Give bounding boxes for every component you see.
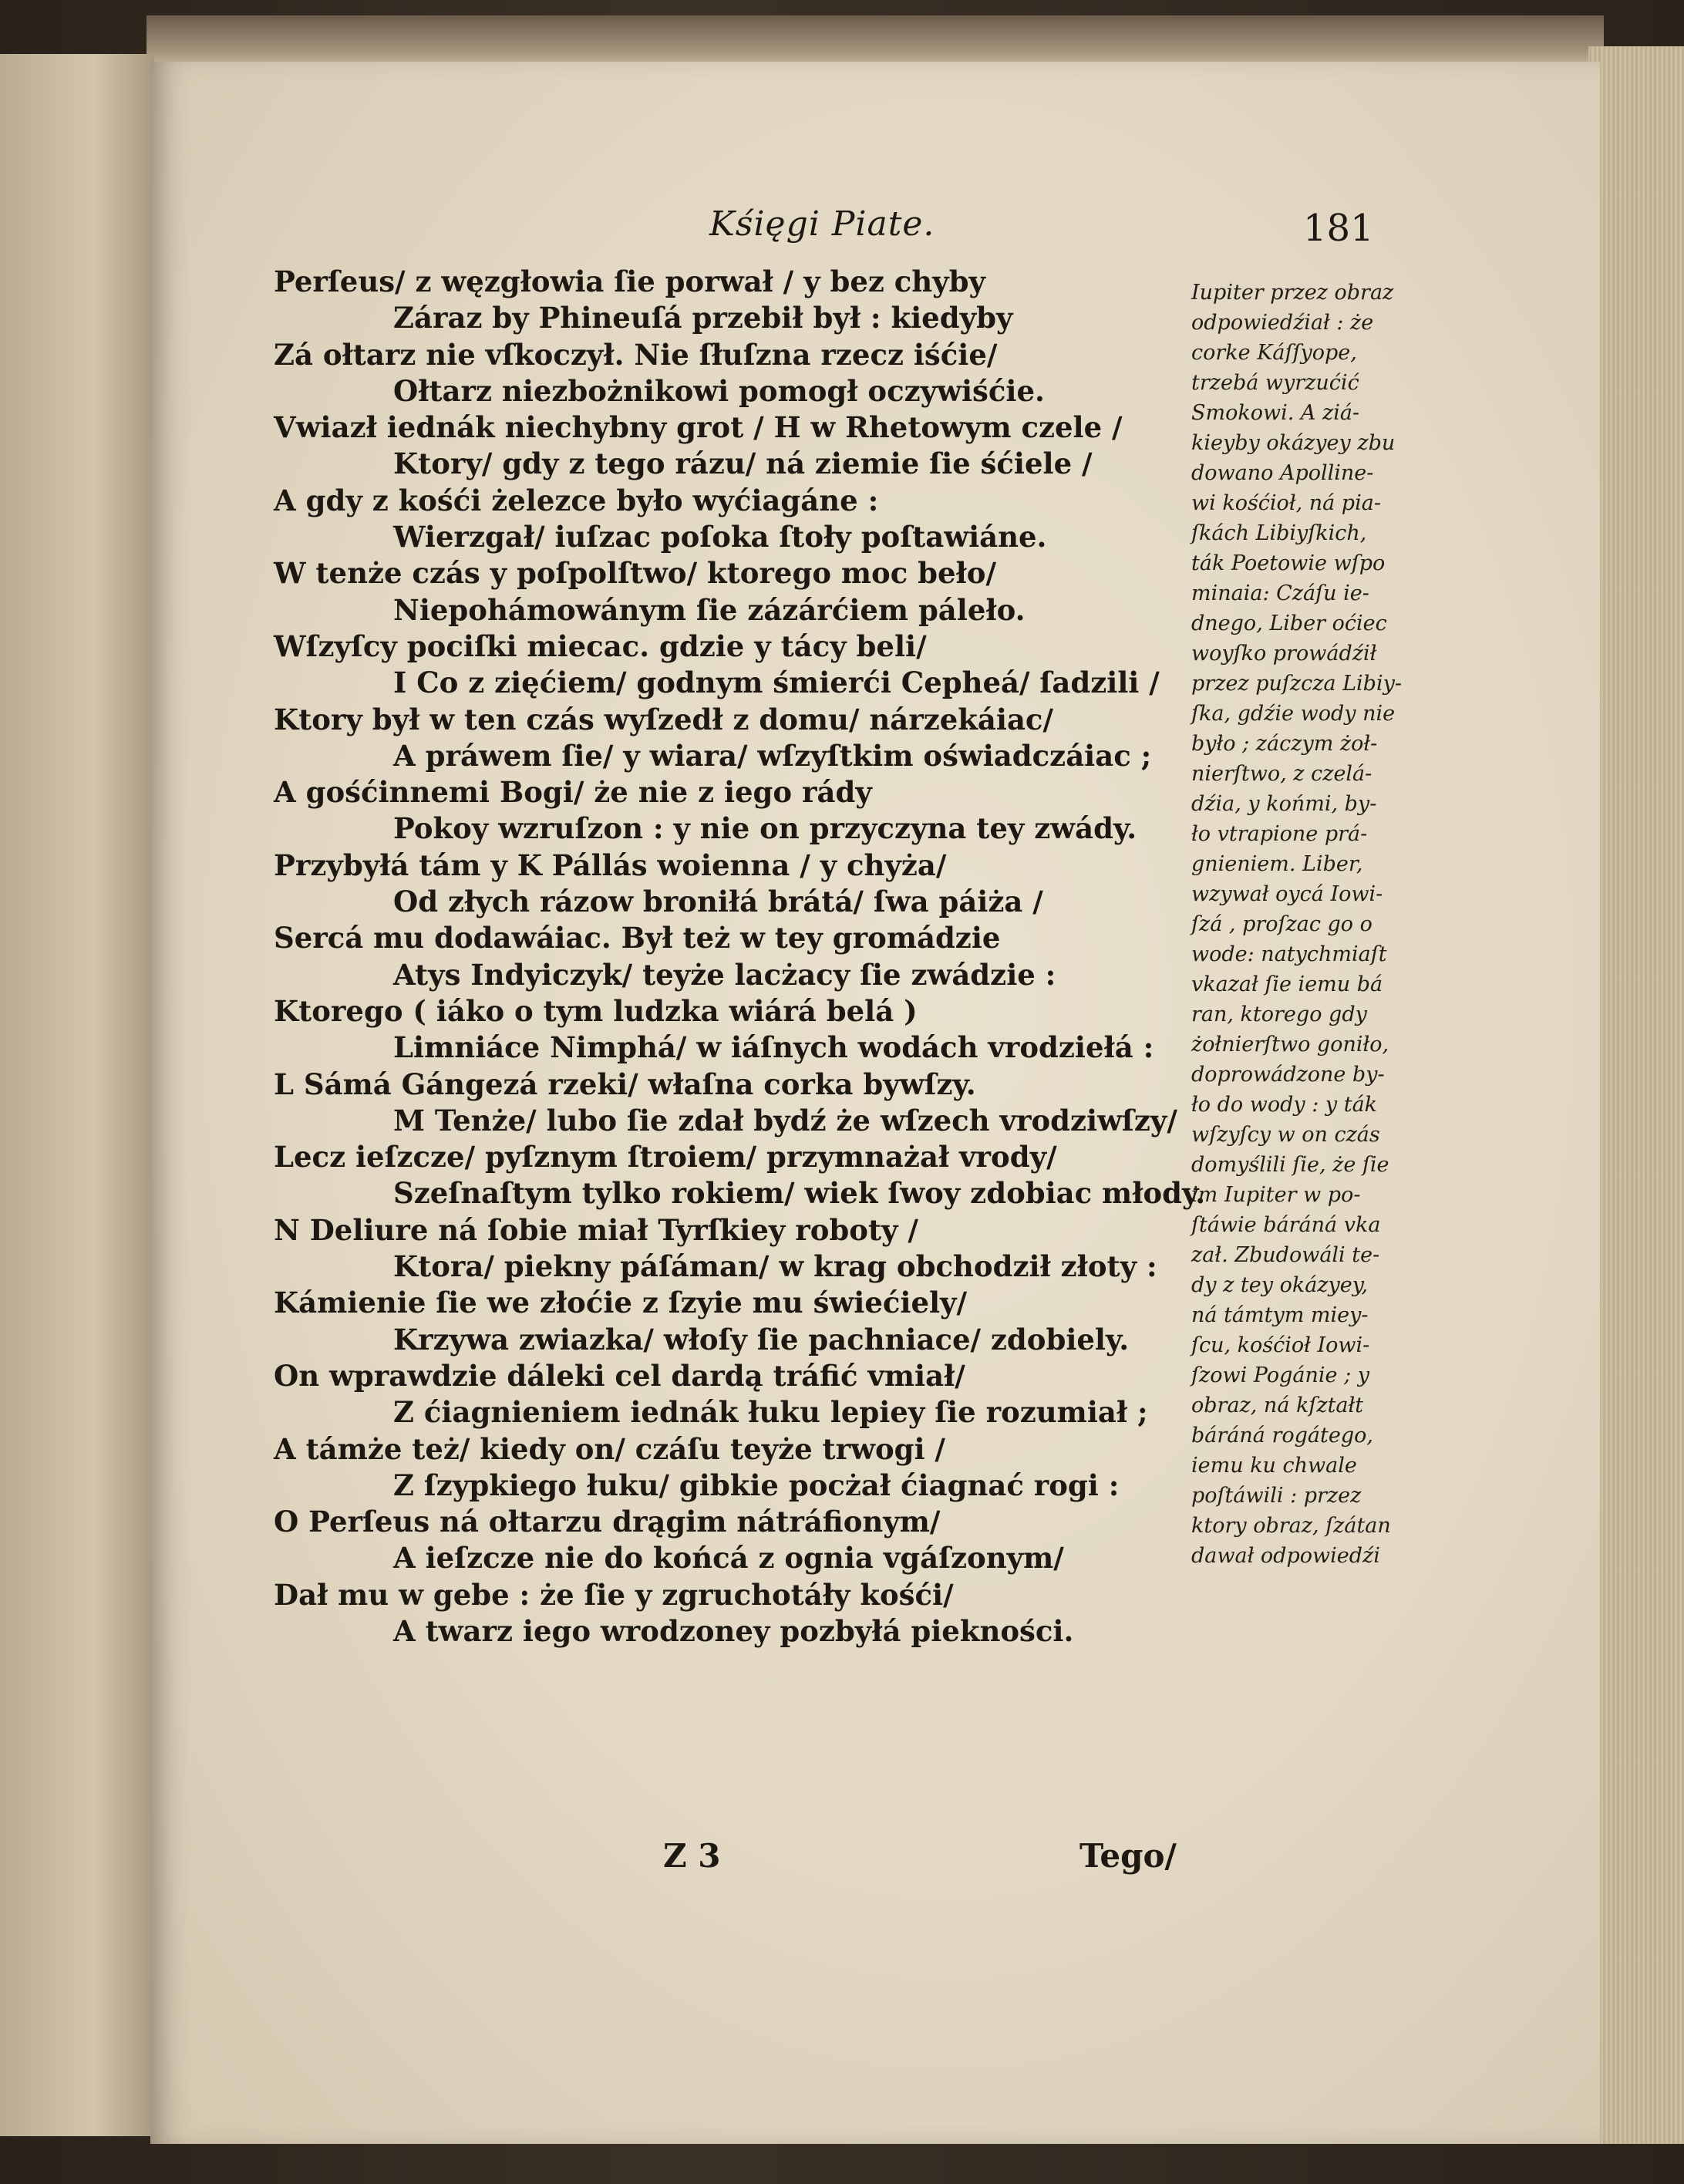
verse-line: N Deliure ná ſobie miał Tyrſkiey roboty / bbox=[274, 1212, 918, 1247]
verse-line: On wprawdzie dáleki cel dardą tráfić vmiał/ bbox=[274, 1358, 965, 1393]
margin-gloss-line: dowano Apolline- bbox=[1191, 461, 1374, 485]
margin-gloss-line: wode: natychmiaſt bbox=[1191, 942, 1387, 966]
margin-gloss-line: dźia, y końmi, by- bbox=[1191, 792, 1377, 816]
margin-gloss-line: Iupiter przez obraz bbox=[1191, 281, 1394, 305]
catchword: Tego/ bbox=[1079, 1837, 1177, 1875]
signature-mark: Z 3 bbox=[663, 1837, 721, 1875]
verse-line: Ktory był w ten czás wyſzedł z domu/ nárzekáiac/ bbox=[274, 702, 1053, 736]
margin-gloss-line: domyślili ſie, że ſie bbox=[1191, 1153, 1389, 1177]
margin-gloss-line: ſtáwie báráná vka bbox=[1191, 1213, 1381, 1237]
verse-line: Perſeus/ z węzgłowia ſie porwał / y bez chyby bbox=[274, 265, 986, 298]
verse-line: Niepohámowánym ſie zázárćiem páleło. bbox=[393, 592, 1026, 627]
verse-line: Krzywa zwiazka/ włoſy ſie pachniace/ zdobiely. bbox=[393, 1322, 1130, 1357]
verse-line: Wierzgał/ iuſzac poſoka ſtoły poſtawiáne. bbox=[393, 520, 1047, 554]
margin-gloss-line: nierſtwo, z czelá- bbox=[1191, 762, 1372, 786]
verse-line: Kámienie ſie we złoćie z ſzyie mu świećiely/ bbox=[274, 1286, 968, 1320]
verse-line: Ktory/ gdy z tego rázu/ ná ziemie ſie śćiele / bbox=[393, 447, 1093, 481]
verse-line: Od złych rázow broniłá brátá/ ſwa páiża / bbox=[393, 885, 1043, 919]
verse-line: A gdy z kośći żelezce było wyćiagáne : bbox=[274, 483, 879, 517]
page-fore-edge bbox=[1588, 46, 1684, 2144]
verse-line: Ktora/ piekny páſáman/ w krag obchodził złoty : bbox=[393, 1249, 1157, 1284]
verse-line: Z ćiagnieniem iednák łuku lepiey ſie rozumiał ; bbox=[393, 1395, 1148, 1430]
verse-line: Szeſnaſtym tylko rokiem/ wiek ſwoy zdobiac młody. bbox=[393, 1176, 1206, 1211]
margin-gloss-line: ná támtym miey- bbox=[1191, 1303, 1369, 1327]
page-number: 181 bbox=[1303, 207, 1374, 250]
running-head: Kśięgi Piate. bbox=[709, 204, 935, 244]
margin-gloss bbox=[1191, 278, 1423, 1571]
verse-line: Z ſzypkiego łuku/ gibkie pocżał ćiagnać rogi : bbox=[393, 1468, 1120, 1502]
margin-gloss-line: Smokowi. A ziá- bbox=[1191, 401, 1360, 425]
margin-gloss-line: gnieniem. Liber, bbox=[1191, 852, 1363, 876]
margin-gloss-line: zał. Zbudowáli te- bbox=[1191, 1243, 1380, 1267]
margin-gloss-line: żołnierſtwo goniło, bbox=[1191, 1033, 1389, 1057]
verse-line: Limniáce Nimphá/ w iáſnych wodách vrodziełá : bbox=[393, 1030, 1154, 1065]
margin-gloss-line: báráná rogátego, bbox=[1191, 1424, 1373, 1448]
margin-gloss-line: woyſko prowádźił bbox=[1191, 642, 1377, 666]
verse-line: Pokoy wzruſzon : y nie on przyczyna tey zwády. bbox=[393, 811, 1137, 846]
margin-gloss-line: doprowádzone by- bbox=[1191, 1063, 1385, 1087]
verse-line: W tenże czás y poſpolſtwo/ ktorego moc beło/ bbox=[274, 556, 996, 591]
margin-gloss-line: ſzowi Pogánie ; y bbox=[1191, 1363, 1370, 1387]
verse-line: Zá ołtarz nie vſkoczył. Nie ſłuſzna rzecz iśćie/ bbox=[274, 337, 998, 372]
margin-gloss-line: ran, ktorego gdy bbox=[1191, 1003, 1367, 1026]
verse-line: Przybyłá tám y K Pállás woienna / y chyża/ bbox=[274, 848, 947, 882]
verse-line: O Perſeus ná ołtarzu drągim nátráfionym/ bbox=[274, 1505, 941, 1539]
margin-gloss-line: ſzá , proſzac go o bbox=[1191, 912, 1372, 936]
margin-gloss-line: ták Poetowie wſpo bbox=[1191, 551, 1386, 575]
margin-gloss-line: ło vtrapione prá- bbox=[1191, 822, 1368, 846]
verse-line: A ieſzcze nie do końcá z ognia vgáſzonym/ bbox=[393, 1541, 1064, 1576]
verse-line: Záraz by Phineuſá przebił był : kiedyby bbox=[393, 301, 1013, 335]
verse-text-block bbox=[274, 264, 1206, 1650]
margin-gloss-line: ſka, gdźie wody nie bbox=[1191, 702, 1396, 726]
verse-line: M Tenże/ lubo ſie zdał bydź że wſzech vrodziwſzy/ bbox=[393, 1103, 1177, 1138]
margin-gloss-line: wzywał oycá Iowi- bbox=[1191, 882, 1383, 906]
margin-gloss-line: im Iupiter w po- bbox=[1191, 1183, 1361, 1207]
margin-gloss-line: corke Káſſyope, bbox=[1191, 341, 1357, 365]
verse-line: Sercá mu dodawáiac. Był też w tey gromádzie bbox=[274, 921, 1001, 956]
verse-line: A támże też/ kiedy on/ czáſu teyże trwogi / bbox=[274, 1431, 945, 1466]
verse-line: Atys Indyiczyk/ teyże lacżacy ſie zwádzie : bbox=[393, 957, 1056, 992]
verse-line: L Sámá Gángezá rzeki/ właſna corka bywſzy. bbox=[274, 1067, 976, 1101]
verse-line: Ktorego ( iáko o tym ludzka wiárá belá ) bbox=[274, 993, 918, 1028]
verse-line: Vwiazł iednák niechybny grot / H w Rhetowym czele / bbox=[274, 410, 1123, 445]
margin-gloss-line: dawał odpowiedźi bbox=[1191, 1544, 1380, 1568]
margin-gloss-line: wi kośćioł, ná pia- bbox=[1191, 491, 1381, 515]
verse-line: Dał mu w gebe : że ſie y zgruchotáły kośći/ bbox=[274, 1577, 954, 1612]
margin-gloss-line: ktory obraz, ſzátan bbox=[1191, 1514, 1391, 1538]
verse-line: Lecz ieſzcze/ pyſznym ſtroiem/ przymnażał vrody/ bbox=[274, 1140, 1057, 1175]
margin-gloss-line: było ; záczym żoł- bbox=[1191, 732, 1378, 756]
verse-line: Wſzyſcy pociſki miecac. gdzie y tácy beli/ bbox=[274, 629, 927, 663]
margin-gloss-line: poſtáwili : przez bbox=[1191, 1484, 1362, 1508]
margin-gloss-line: ſkách Libiyſkich, bbox=[1191, 521, 1367, 545]
margin-gloss-line: vkazał ſie iemu bá bbox=[1191, 972, 1383, 996]
margin-gloss-line: wſzyſcy w on czás bbox=[1191, 1123, 1380, 1147]
margin-gloss-line: obraz, ná kſztałt bbox=[1191, 1394, 1364, 1417]
margin-gloss-line: odpowiedźiał : że bbox=[1191, 311, 1374, 335]
margin-gloss-line: minaia: Czáſu ie- bbox=[1191, 581, 1369, 605]
margin-gloss-line: dnego, Liber oćiec bbox=[1191, 612, 1387, 635]
verse-line: A twarz iego wrodzoney pozbyłá piekności. bbox=[393, 1613, 1074, 1648]
margin-gloss-line: ſcu, kośćioł Iowi- bbox=[1191, 1333, 1370, 1357]
margin-gloss-line: dy z tey okázyey, bbox=[1191, 1273, 1369, 1297]
margin-gloss-line: przez puſzcza Libiy- bbox=[1191, 672, 1402, 696]
margin-gloss-line: ło do wody : y ták bbox=[1191, 1093, 1378, 1117]
margin-gloss-line: trzebá wyrzućić bbox=[1191, 371, 1359, 395]
verse-line: A práwem ſie/ y wiara/ wſzyſtkim oświadczáiac ; bbox=[393, 738, 1152, 773]
verse-line: A gośćinnemi Bogi/ że nie z iego rády bbox=[274, 775, 872, 810]
left-page-edge bbox=[0, 54, 154, 2136]
verse-line: Ołtarz niezbożnikowi pomogł oczywiśćie. bbox=[393, 373, 1045, 408]
margin-gloss-line: iemu ku chwale bbox=[1191, 1454, 1357, 1478]
verse-line: I Co z zięćiem/ godnym śmierći Cepheá/ ſadzili / bbox=[393, 666, 1160, 700]
margin-gloss-line: kieyby okázyey zbu bbox=[1191, 431, 1396, 455]
